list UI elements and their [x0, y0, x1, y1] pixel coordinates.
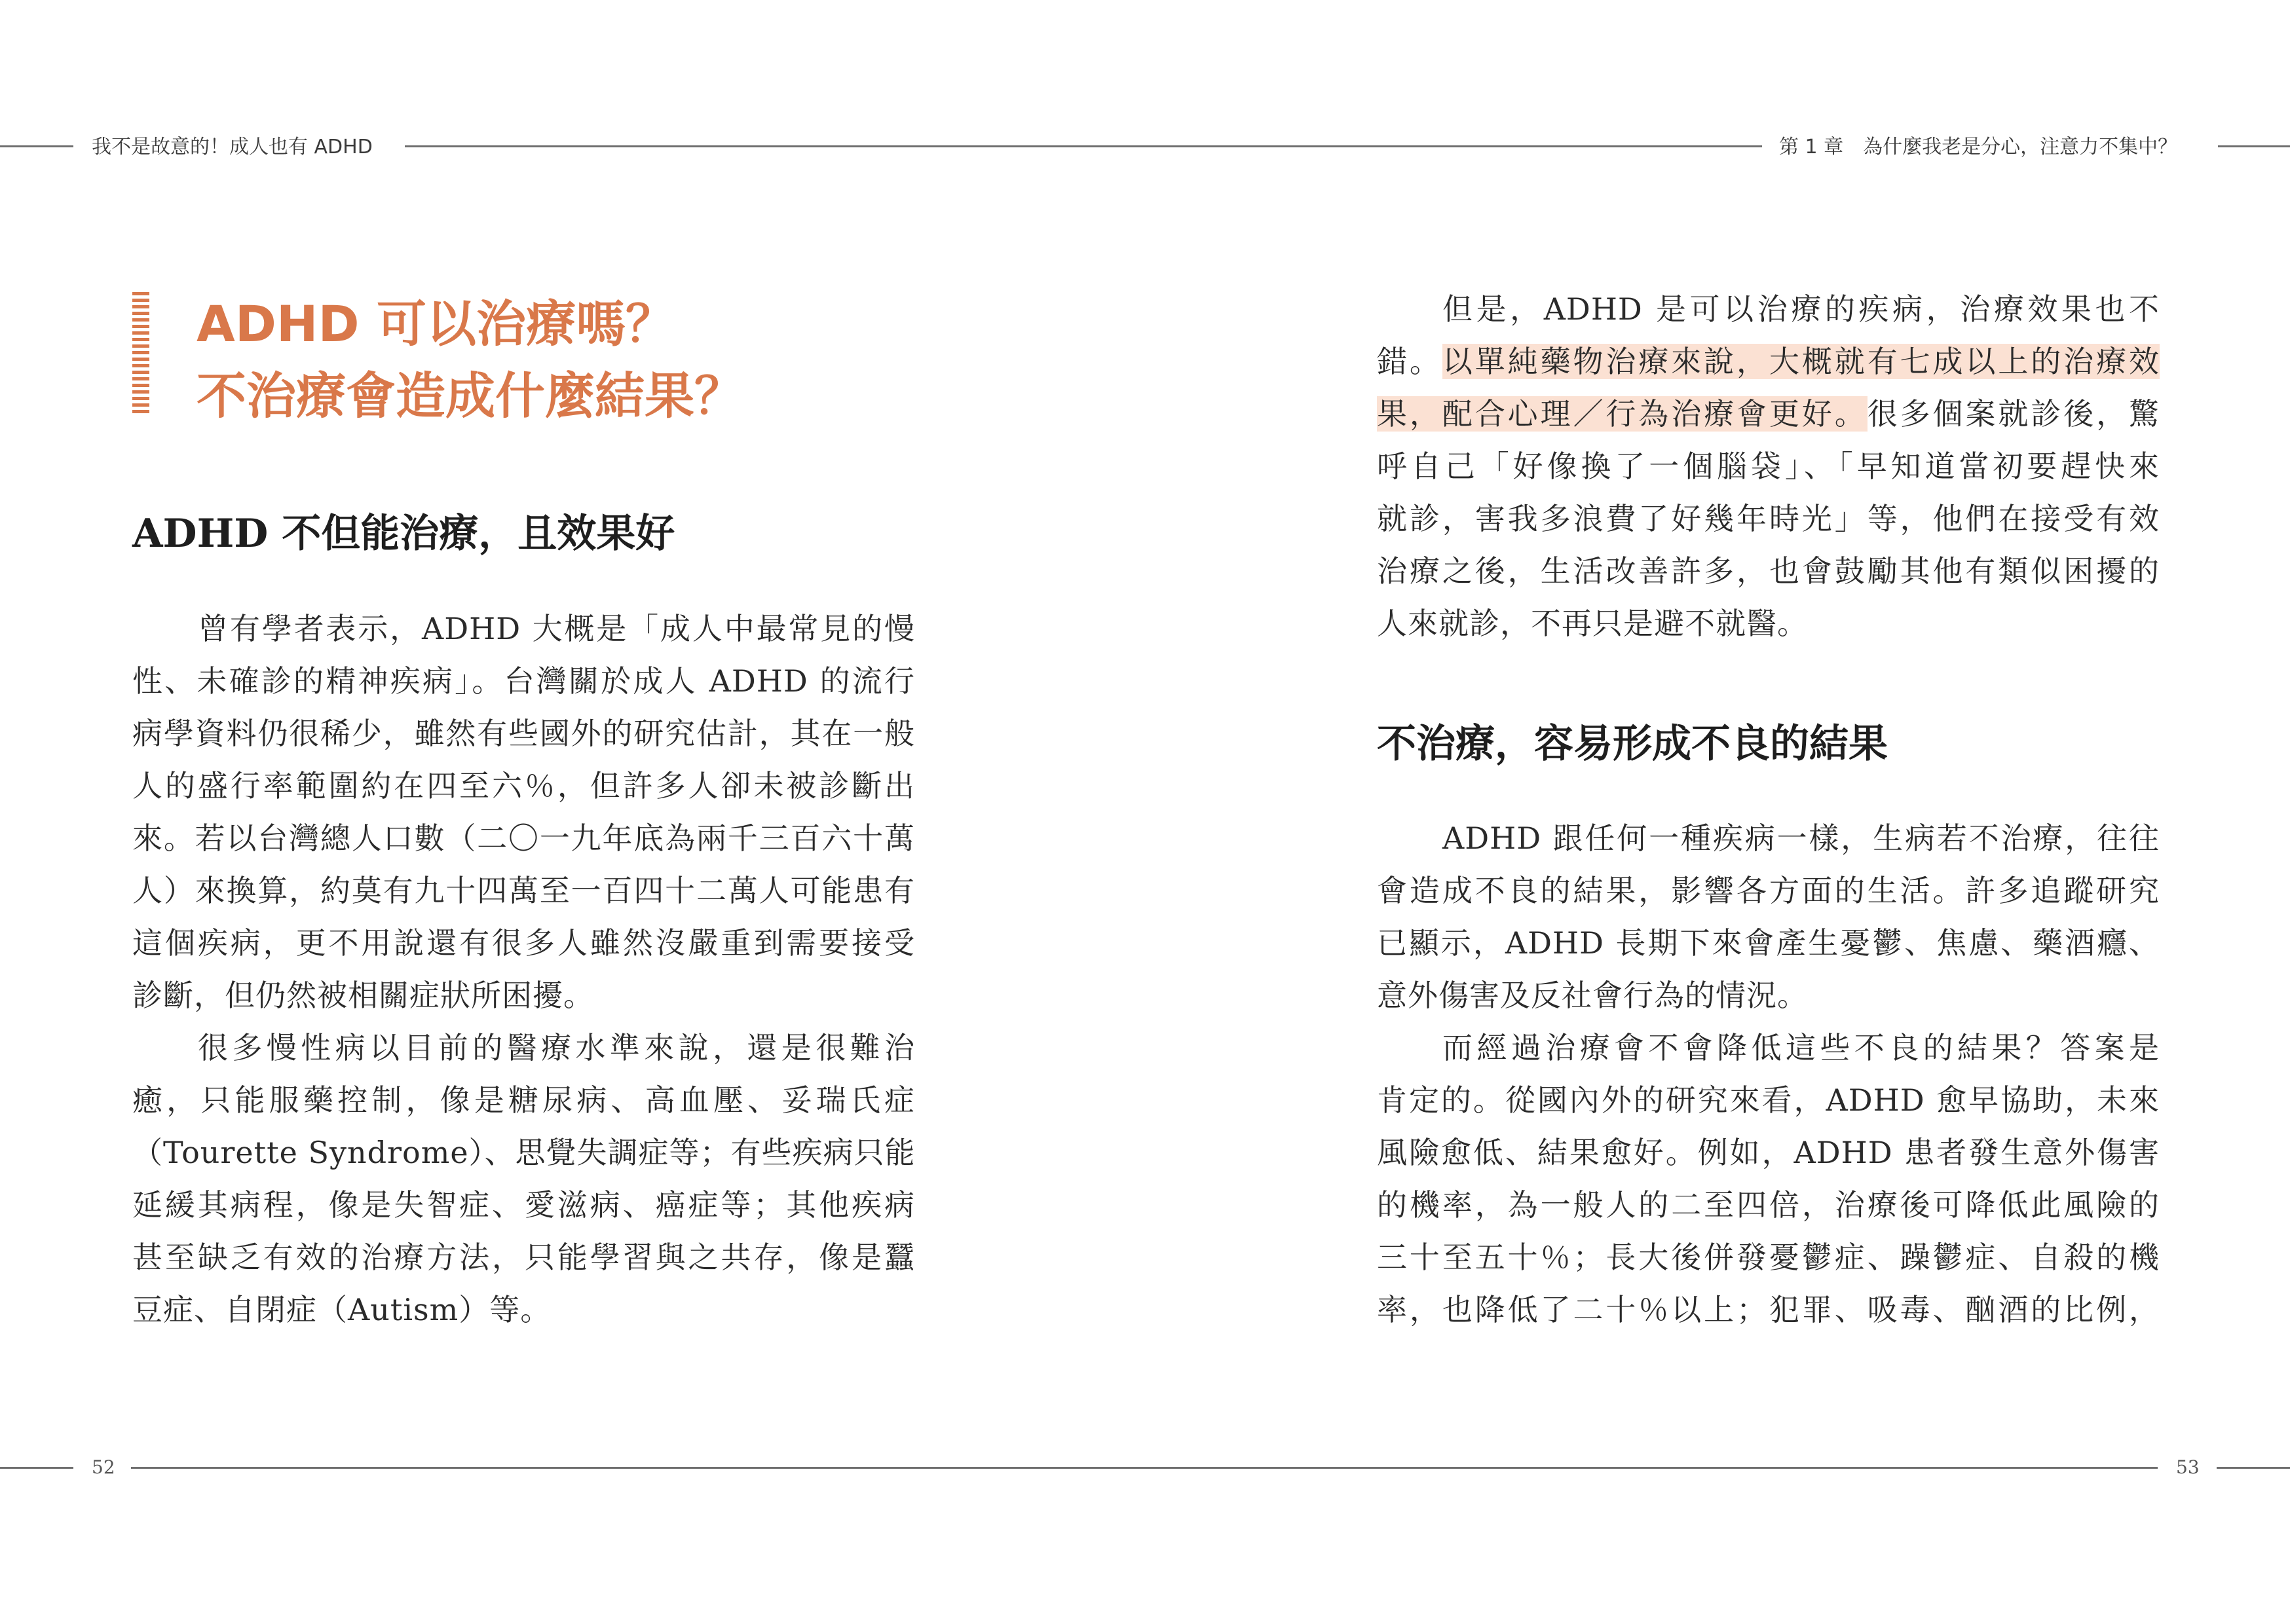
- text-line: 曾有學者表示，ADHD 大概是「成人中最常見的慢: [198, 611, 915, 646]
- right-paragraph-2: [1377, 812, 2160, 1022]
- text-line: 但是，ADHD 是可以治療的疾病，治療效果也不: [1442, 291, 2160, 327]
- text-line: 很多慢性病以目前的醫療水準來說，還是很難治: [198, 1030, 915, 1065]
- left-paragraph-2: [132, 1022, 915, 1336]
- text-segment: 錯。: [1377, 344, 1442, 379]
- text-line: 意外傷害及反社會行為的情況。: [1377, 978, 1808, 1013]
- running-header-right: 第 1 章 為什麼我老是分心，注意力不集中？: [1779, 136, 2178, 158]
- text-line: 的機率，為一般人的二至四倍，治療後可降低此風險的: [1377, 1187, 2160, 1223]
- text-line: 來。若以台灣總人口數（二〇一九年底為兩千三百六十萬: [132, 821, 915, 856]
- section-title-marker: [132, 292, 149, 414]
- text-line: 就診，害我多浪費了好幾年時光」等，他們在接受有效: [1377, 501, 2160, 536]
- text-line: 豆症、自閉症（Autism）等。: [132, 1292, 552, 1327]
- text-line: 性、未確診的精神疾病」。台灣關於成人 ADHD 的流行: [132, 663, 915, 699]
- page-number-right: 53: [2176, 1456, 2200, 1478]
- text-line: 三十至五十％；長大後併發憂鬱症、躁鬱症、自殺的機: [1377, 1240, 2160, 1275]
- highlighted-text: 果，配合心理／行為治療會更好。: [1377, 396, 1868, 432]
- section-title-line-1: ADHD 可以治療嗎？: [197, 295, 676, 353]
- left-subhead: ADHD 不但能治療，且效果好: [132, 511, 675, 557]
- text-line: 人）來換算，約莫有九十四萬至一百四十二萬人可能患有: [132, 873, 915, 908]
- text-line: 診斷，但仍然被相關症狀所困擾。: [132, 978, 594, 1013]
- header-rule-right-tail: [2218, 145, 2290, 147]
- text-line: 率，也降低了二十％以上；犯罪、吸毒、酗酒的比例，: [1377, 1292, 2160, 1327]
- text-line: 而經過治療會不會降低這些不良的結果？答案是: [1442, 1030, 2160, 1065]
- header-rule-left: [405, 145, 1145, 147]
- section-title-line-2: 不治療會造成什麼結果？: [197, 367, 744, 425]
- section-title: [197, 288, 744, 432]
- right-paragraph-3: [1377, 1022, 2160, 1336]
- footer-rule-center: [131, 1467, 2158, 1469]
- left-paragraph-1: [132, 602, 915, 1022]
- text-line: 延緩其病程，像是失智症、愛滋病、癌症等；其他疾病: [132, 1187, 915, 1223]
- text-line: 風險愈低、結果愈好。例如，ADHD 患者發生意外傷害: [1377, 1135, 2160, 1170]
- text-line: 人來就診，不再只是避不就醫。: [1377, 606, 1808, 641]
- text-line: ADHD 跟任何一種疾病一樣，生病若不治療，往往: [1442, 821, 2160, 856]
- text-line: （Tourette Syndrome）、思覺失調症等；有些疾病只能: [132, 1135, 916, 1170]
- header-rule-left-lead: [0, 145, 73, 147]
- text-line: 癒，只能服藥控制，像是糖尿病、高血壓、妥瑞氏症: [132, 1082, 915, 1118]
- text-line: 治療之後，生活改善許多，也會鼓勵其他有類似困擾的: [1377, 553, 2160, 589]
- text-line: 甚至缺乏有效的治療方法，只能學習與之共存，像是蠶: [132, 1240, 915, 1275]
- page-number-left: 52: [92, 1456, 115, 1478]
- right-subhead: 不治療，容易形成不良的結果: [1377, 721, 1888, 767]
- running-header-left: 我不是故意的！成人也有 ADHD: [92, 136, 373, 158]
- footer-rule-left-lead: [0, 1467, 73, 1469]
- text-line: 病學資料仍很稀少，雖然有些國外的研究估計，其在一般: [132, 716, 915, 751]
- text-segment: 很多個案就診後，驚: [1867, 396, 2160, 432]
- header-rule-right: [1145, 145, 1762, 147]
- footer-rule-right-tail: [2217, 1467, 2290, 1469]
- text-line: 呼自己「好像換了一個腦袋」、「早知道當初要趕快來: [1377, 449, 2160, 484]
- highlighted-text: 以單純藥物治療來說，大概就有七成以上的治療效: [1442, 344, 2160, 379]
- text-line: 人的盛行率範圍約在四至六％，但許多人卻未被診斷出: [132, 768, 915, 803]
- text-line-highlighted: [1377, 335, 2160, 388]
- text-line-highlighted: [1377, 388, 2160, 440]
- text-line: 會造成不良的結果，影響各方面的生活。許多追蹤研究: [1377, 873, 2160, 908]
- right-paragraph-1: [1377, 283, 2160, 650]
- text-line: 這個疾病，更不用說還有很多人雖然沒嚴重到需要接受: [132, 925, 915, 961]
- text-line: 肯定的。從國內外的研究來看，ADHD 愈早協助，未來: [1377, 1082, 2160, 1118]
- text-line: 已顯示，ADHD 長期下來會產生憂鬱、焦慮、藥酒癮、: [1377, 925, 2160, 961]
